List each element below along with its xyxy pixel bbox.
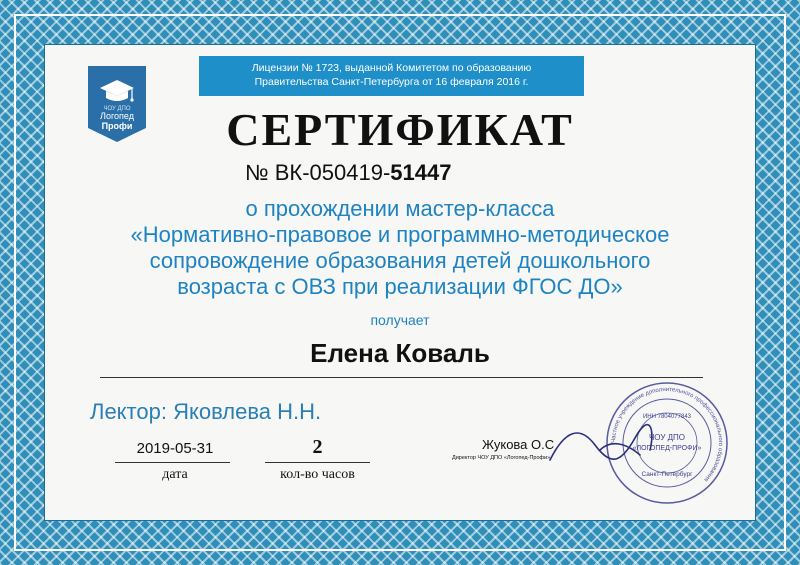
description-line-2: «Нормативно-правовое и программно-методическое	[130, 222, 670, 247]
logo-top-text: ЧОУ ДПО	[103, 106, 131, 112]
director-signature	[540, 420, 660, 470]
description-line-3: сопровождение образования детей дошкольного	[149, 248, 651, 273]
hours-value: 2	[312, 436, 323, 458]
receives-label: получает	[370, 312, 430, 328]
hours-label: кол-во часов	[280, 467, 355, 482]
lecturer-name: Лектор: Яковлева Н.Н.	[90, 399, 322, 424]
logo-line-2: Профи	[101, 121, 133, 131]
stamp-ring-path: Частное учреждение дополнительного профессионального образования	[610, 386, 724, 483]
license-line-2: Правительства Санкт-Петербурга от 16 февраля 2016 г.	[254, 76, 529, 88]
director-title: Директор ЧОУ ДПО «Логопед-Профи»	[452, 455, 551, 461]
certificate-title: СЕРТИФИКАТ	[226, 104, 574, 155]
certificate-number-value: 51447	[390, 160, 452, 185]
logo-line-1: Логопед	[100, 111, 134, 121]
stamp-center-2: «ЛОГОПЕД-ПРОФИ»	[632, 445, 702, 452]
date-label: дата	[162, 467, 188, 482]
hours-underline	[265, 462, 370, 463]
stamp-center-1: ЧОУ ДПО	[648, 433, 686, 442]
description-line-1: о прохождении мастер-класса	[245, 196, 555, 221]
recipient-name: Елена Коваль	[310, 338, 490, 368]
stamp-city: Санкт-Петербург	[641, 471, 693, 478]
director-name: Жукова О.С	[482, 437, 555, 452]
date-value: 2019-05-31	[136, 440, 214, 457]
license-banner	[199, 56, 584, 96]
stamp-inn: ИНН 7804077843	[642, 414, 692, 420]
description-line-4: возраста с ОВЗ при реализации ФГОС ДО»	[177, 274, 623, 299]
license-line-1: Лицензии № 1723, выданной Комитетом по образованию	[251, 62, 532, 74]
certificate-number	[245, 160, 451, 186]
date-underline	[115, 462, 230, 463]
certificate-number-prefix: № ВК-050419-	[245, 160, 391, 185]
